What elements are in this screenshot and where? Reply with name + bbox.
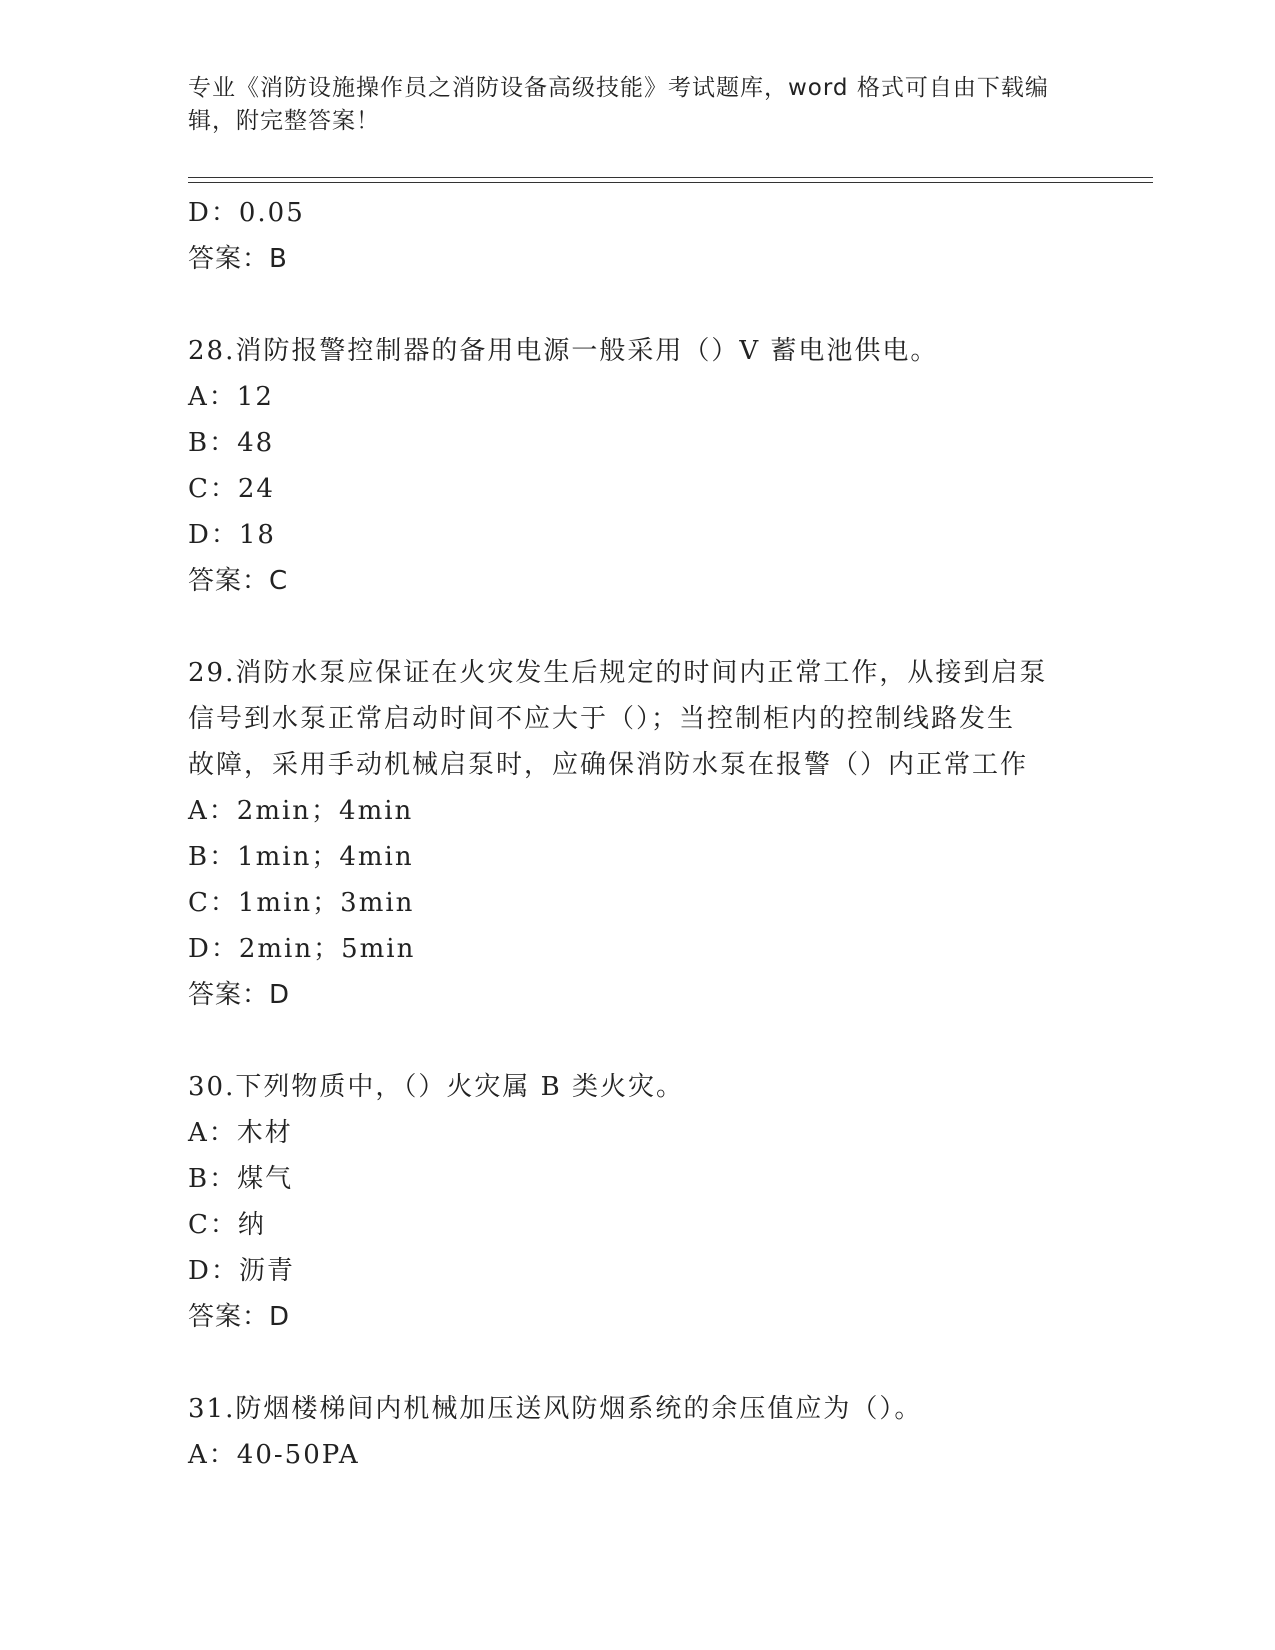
option-d: D：18 [188, 520, 276, 550]
spacer [188, 282, 1088, 328]
document-header [188, 72, 1068, 138]
option-c: C：1min；3min [188, 888, 415, 918]
question-text: 信号到水泵正常启动时间不应大于（）；当控制柜内的控制线路发生 [188, 704, 1016, 734]
header-line-1: 专业《消防设施操作员之消防设备高级技能》考试题库，word 格式可自由下载编 [188, 75, 1049, 101]
option-a: A：2min；4min [188, 796, 414, 826]
option-b: B：1min；4min [188, 842, 414, 872]
option-a: A：40-50PA [188, 1440, 360, 1470]
header-divider-bottom [188, 182, 1153, 183]
question-30 [188, 1064, 1088, 1340]
header-line-2: 辑，附完整答案！ [188, 108, 380, 134]
question-text: 31.防烟楼梯间内机械加压送风防烟系统的余压值应为（）。 [188, 1394, 923, 1424]
option-c: C：纳 [188, 1210, 266, 1240]
option-d: D：2min；5min [188, 934, 416, 964]
question-text: 29.消防水泵应保证在火灾发生后规定的时间内正常工作，从接到启泵 [188, 658, 1048, 688]
answer-line: 答案：D [188, 1302, 291, 1332]
question-31 [188, 1386, 1088, 1478]
option-b: B：48 [188, 428, 275, 458]
spacer [188, 1018, 1088, 1064]
answer-line: 答案：C [188, 566, 289, 596]
question-29 [188, 650, 1088, 1018]
question-list [188, 190, 1088, 1478]
option-a: A：12 [188, 382, 274, 412]
question-text: 故障，采用手动机械启泵时，应确保消防水泵在报警（）内正常工作 [188, 750, 1029, 780]
spacer [188, 1340, 1088, 1386]
header-divider-top [188, 177, 1153, 178]
option-d: D：0.05 [188, 198, 305, 228]
option-c: C：24 [188, 474, 275, 504]
question-text: 30.下列物质中，（）火灾属 B 类火灾。 [188, 1072, 684, 1102]
option-b: B：煤气 [188, 1164, 294, 1194]
answer-line: 答案：B [188, 244, 288, 274]
option-d: D：沥青 [188, 1256, 295, 1286]
answer-line: 答案：D [188, 980, 291, 1010]
spacer [188, 604, 1088, 650]
question-28 [188, 328, 1088, 604]
option-a: A：木材 [188, 1118, 293, 1148]
question-text: 28.消防报警控制器的备用电源一般采用（）V 蓄电池供电。 [188, 336, 939, 366]
